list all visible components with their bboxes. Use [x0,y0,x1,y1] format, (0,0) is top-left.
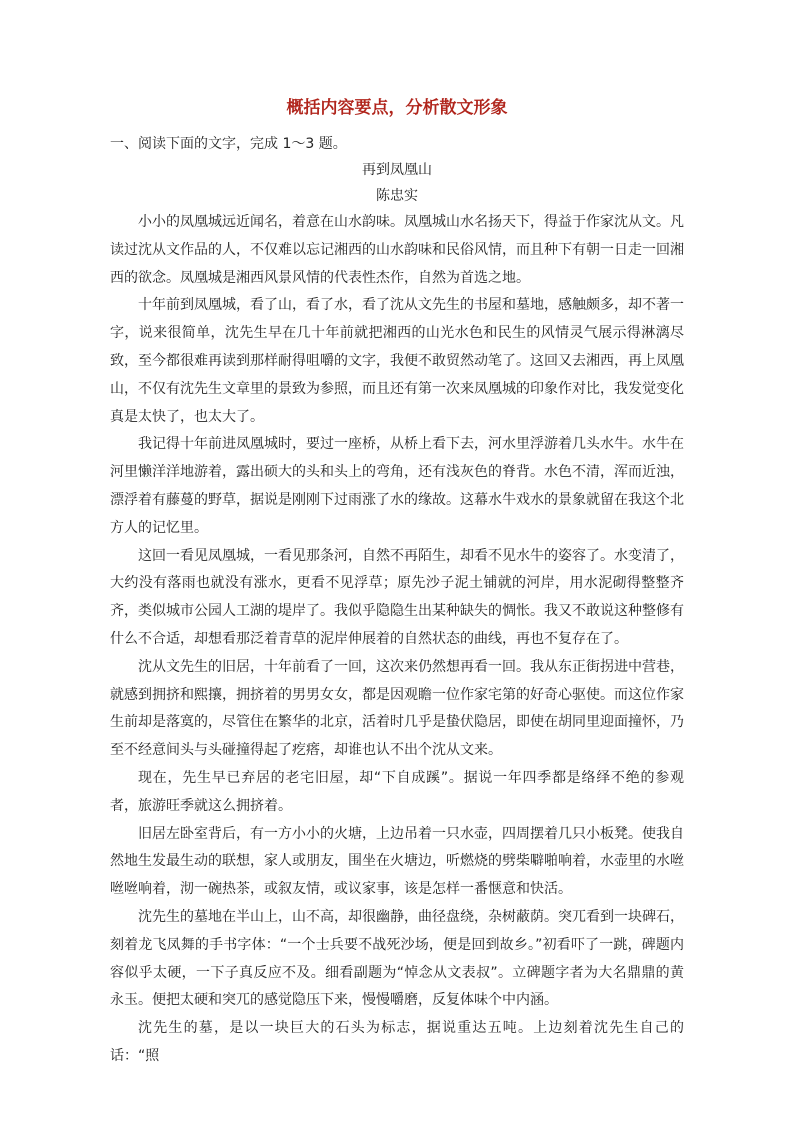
reading-instruction: 一、阅读下面的文字，完成 1～3 题。 [110,136,347,152]
article-author: 陈忠实 [376,188,418,204]
article-title: 再到凤凰山 [362,162,432,178]
document-content [110,95,684,1071]
paragraph-5: 沈从文先生的旧居，十年前看了一回，这次来仍然想再看一回。我从东正街拐进中营巷，就感到拥挤和熙攘，拥挤着的男男女女，都是因观瞻一位作家宅第的好奇心驱使。而这位作家生前却是落寞的，尽管住在繁华的北京，活着时几乎是蛰伏隐居，即使在胡同里迎面撞怀，乃至不经意间头与头碰撞得起了疙瘩，却谁也认不出个沈从文来。 [110,658,684,759]
paragraph-1: 小小的凤凰城远近闻名，着意在山水韵味。凤凰城山水名扬天下，得益于作家沈从文。凡读过沈从文作品的人，不仅难以忘记湘西的山水韵味和民俗风情，而且种下有朝一日走一回湘西的欲念。凤凰城是湘西风景风情的代表性杰作，自然为首选之地。 [110,214,684,286]
paragraph-3: 我记得十年前进凤凰城时，要过一座桥，从桥上看下去，河水里浮游着几头水牛。水牛在河里懒洋洋地游着，露出硕大的头和头上的弯角，还有浅灰色的脊背。水色不清，浑而近浊，漂浮着有藤蔓的野草，据说是刚刚下过雨涨了水的缘故。这幕水牛戏水的景象就留在我这个北方人的记忆里。 [110,436,684,536]
paragraph-7: 旧居左卧室背后，有一方小小的火塘，上边吊着一只水壶，四周摆着几只小板凳。使我自然地生发最生动的联想，家人或朋友，围坐在火塘边，听燃烧的劈柴噼啪响着，水壶里的水咝咝咝响着，沏一碗热茶，或叙友情，或议家事，该是怎样一番惬意和快活。 [110,825,684,898]
paragraph-4: 这回一看见凤凰城，一看见那条河，自然不再陌生，却看不见水牛的姿容了。水变清了，大约没有落雨也就没有涨水，更看不见浮草；原先沙子泥土铺就的河岸，用水泥砌得整整齐齐，类似城市公园人工湖的堤岸了。我似乎隐隐生出某种缺失的惆怅。我又不敢说这种整修有什么不合适，却想看那泛着青草的泥岸伸展着的自然状态的曲线，再也不复存在了。 [110,547,684,647]
paragraph-2: 十年前到凤凰城，看了山，看了水，看了沈从文先生的书屋和墓地，感触颇多，却不著一字，说来很简单，沈先生早在几十年前就把湘西的山光水色和民生的风情灵气展示得淋漓尽致，至今都很难再读到那样耐得咀嚼的文字，我便不敢贸然动笔了。这回又去湘西，再上凤凰山，不仅有沈先生文章里的景致为参照，而且还有第一次来凤凰城的印象作对比，我发觉变化真是太快了，也太大了。 [110,297,684,425]
paragraph-9: 沈先生的墓，是以一块巨大的石头为标志，据说重达五吨。上边刻着沈先生自己的话：“照 [110,1020,684,1064]
paragraph-8: 沈先生的墓地在半山上，山不高，却很幽静，曲径盘绕，杂树蔽荫。突兀看到一块碑石，刻着龙飞凤舞的手书字体：“一个士兵要不战死沙场，便是回到故乡。”初看吓了一跳，碑题内容似乎太硬，一下子真反应不及。细看副题为“悼念从文表叔”。立碑题字者为大名鼎鼎的黄永玉。便把太硬和突兀的感觉隐压下来，慢慢嚼磨，反复体味个中内涵。 [110,908,684,1009]
page-title: 概括内容要点，分析散文形象 [286,98,508,118]
paragraph-6: 现在，先生早已弃居的老宅旧屋，却“下自成蹊”。据说一年四季都是络绎不绝的参观者，旅游旺季就这么拥挤着。 [110,769,684,814]
